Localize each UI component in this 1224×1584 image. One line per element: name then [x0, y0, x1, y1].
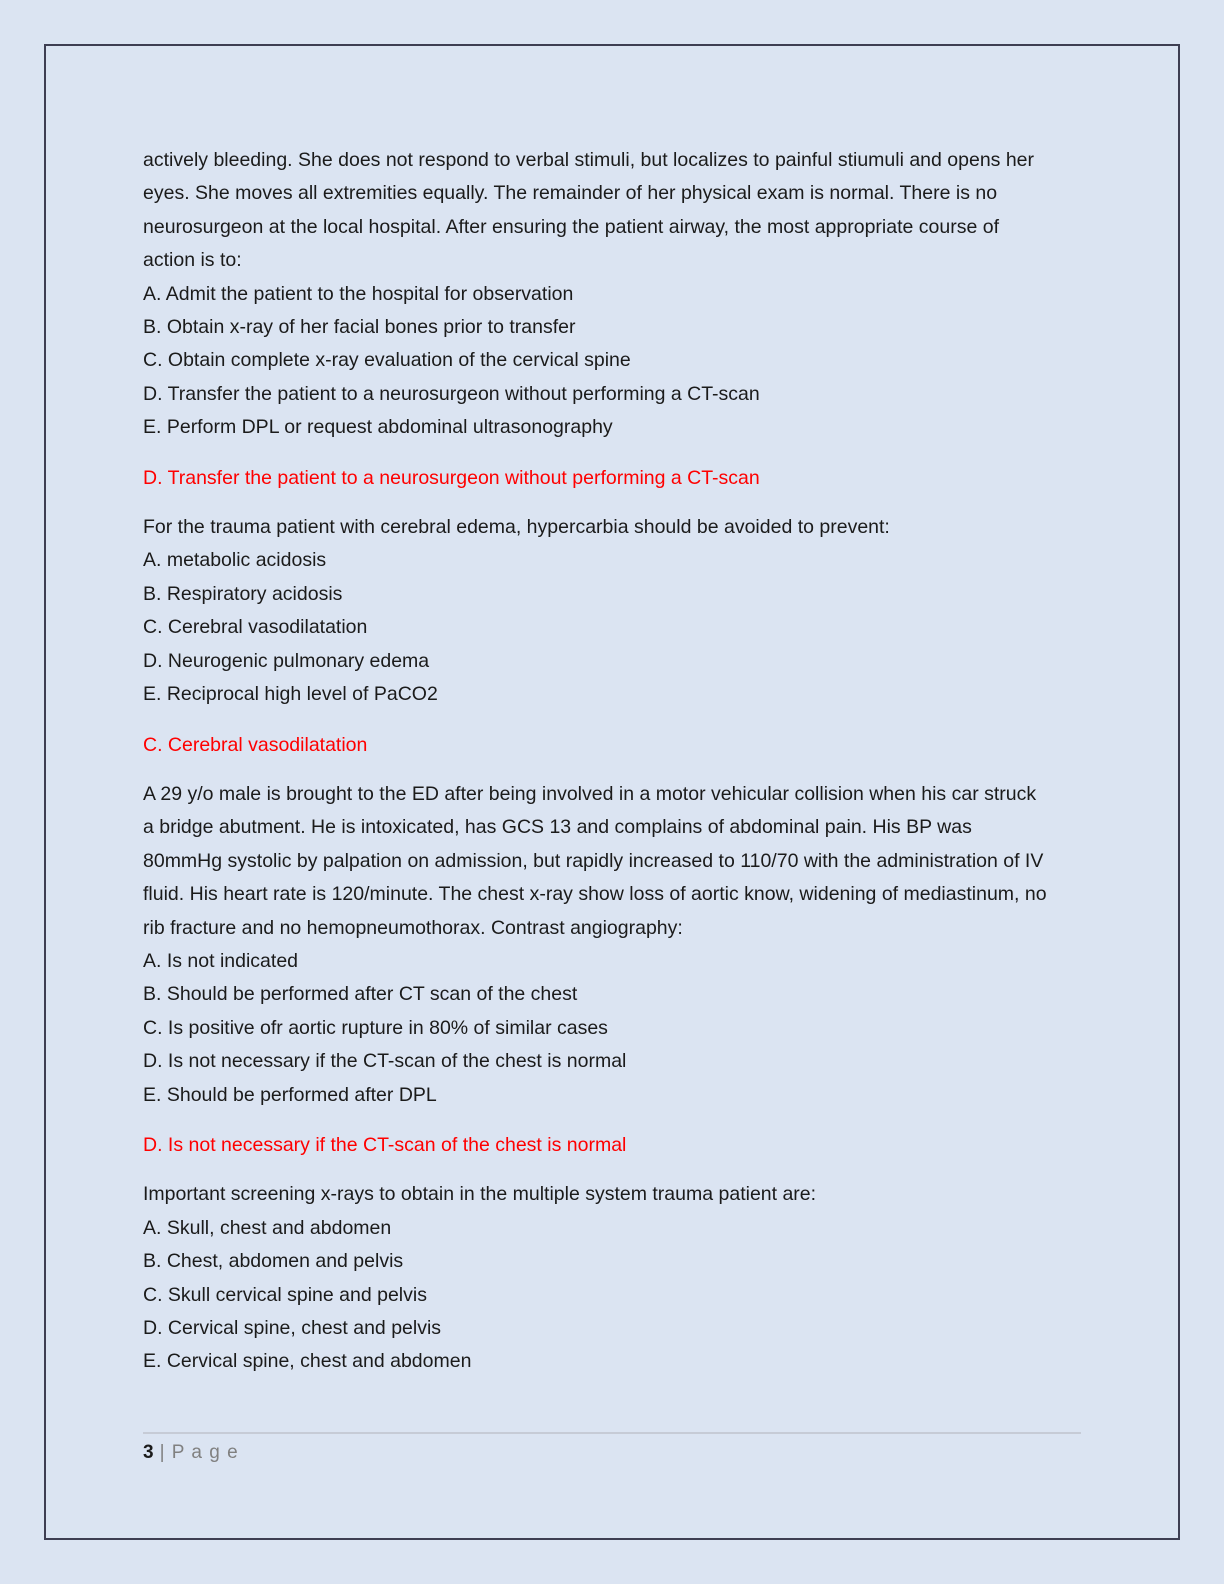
question-stem: A 29 y/o male is brought to the ED after being involved in a motor vehicular collision when his car struck a bridge abutment. He is intoxicated, has GCS 13 and complains of abdominal pain. His BP was 80mmHg systolic by palpation on admission, but rapidly increased to 110/70 with the administration of IV fluid. His heart rate is 120/minute. The chest x-ray show loss of aortic know, widening of mediastinum, no rib fracture and no hemopneumothorax. Contrast angiography: [143, 782, 1047, 939]
question-option-b: B. Chest, abdomen and pelvis [143, 1250, 404, 1273]
question-option-a: A. Admit the patient to the hospital for observation [143, 282, 574, 305]
footer-divider [143, 1432, 1081, 1434]
question-block-4 [143, 1178, 1048, 1378]
question-option-d: D. Cervical spine, chest and pelvis [143, 1317, 442, 1339]
question-block-2 [143, 511, 1048, 762]
question-option-e: E. Should be performed after DPL [143, 1083, 437, 1106]
question-option-d: D. Is not necessary if the CT-scan of the chest is normal [143, 1050, 627, 1073]
question-option-b: B. Obtain x-ray of her facial bones prior to transfer [143, 316, 576, 339]
question-option-e: E. Perform DPL or request abdominal ultrasonography [143, 416, 613, 439]
question-stem: Important screening x-rays to obtain in the multiple system trauma patient are: [143, 1183, 817, 1206]
question-block-1 [143, 144, 1048, 495]
question-option-b: B. Should be performed after CT scan of the chest [143, 983, 578, 1006]
question-option-d: D. Neurogenic pulmonary edema [143, 649, 430, 672]
question-option-c: C. Obtain complete x-ray evaluation of the cervical spine [143, 349, 631, 372]
question-block-3 [143, 778, 1048, 1162]
question-stem: actively bleeding. She does not respond to verbal stimuli, but localizes to painful stiumuli and opens her eyes. She moves all extremities equally. The remainder of her physical exam is normal. There is no neurosurgeon at the local hospital. After ensuring the patient airway, the most appropriate course of action is to: [143, 149, 1035, 272]
footer-text [143, 1442, 1081, 1464]
question-option-a: A. Skull, chest and abdomen [143, 1216, 392, 1239]
question-option-c: C. Skull cervical spine and pelvis [143, 1283, 427, 1306]
question-stem: For the trauma patient with cerebral edema, hypercarbia should be avoided to prevent: [143, 516, 890, 539]
question-option-c: C. Is positive ofr aortic rupture in 80% of similar cases [143, 1016, 608, 1039]
question-option-b: B. Respiratory acidosis [143, 582, 343, 605]
answer-line: C. Cerebral vasodilatation [143, 733, 368, 756]
question-option-c: C. Cerebral vasodilatation [143, 616, 368, 639]
question-option-d: D. Transfer the patient to a neurosurgeon without performing a CT-scan [143, 382, 760, 405]
question-option-a: A. metabolic acidosis [143, 549, 327, 572]
question-option-e: E. Cervical spine, chest and abdomen [143, 1350, 472, 1373]
question-option-e: E. Reciprocal high level of PaCO2 [143, 683, 438, 706]
answer-line: D. Transfer the patient to a neurosurgeon without performing a CT-scan [143, 466, 760, 489]
page-content [143, 144, 1048, 1379]
page-number: 3 [143, 1442, 154, 1463]
page-footer [143, 1432, 1081, 1464]
page-label: | P a g e [159, 1442, 239, 1463]
question-option-a: A. Is not indicated [143, 949, 299, 972]
answer-line: D. Is not necessary if the CT-scan of the chest is normal [143, 1133, 627, 1156]
